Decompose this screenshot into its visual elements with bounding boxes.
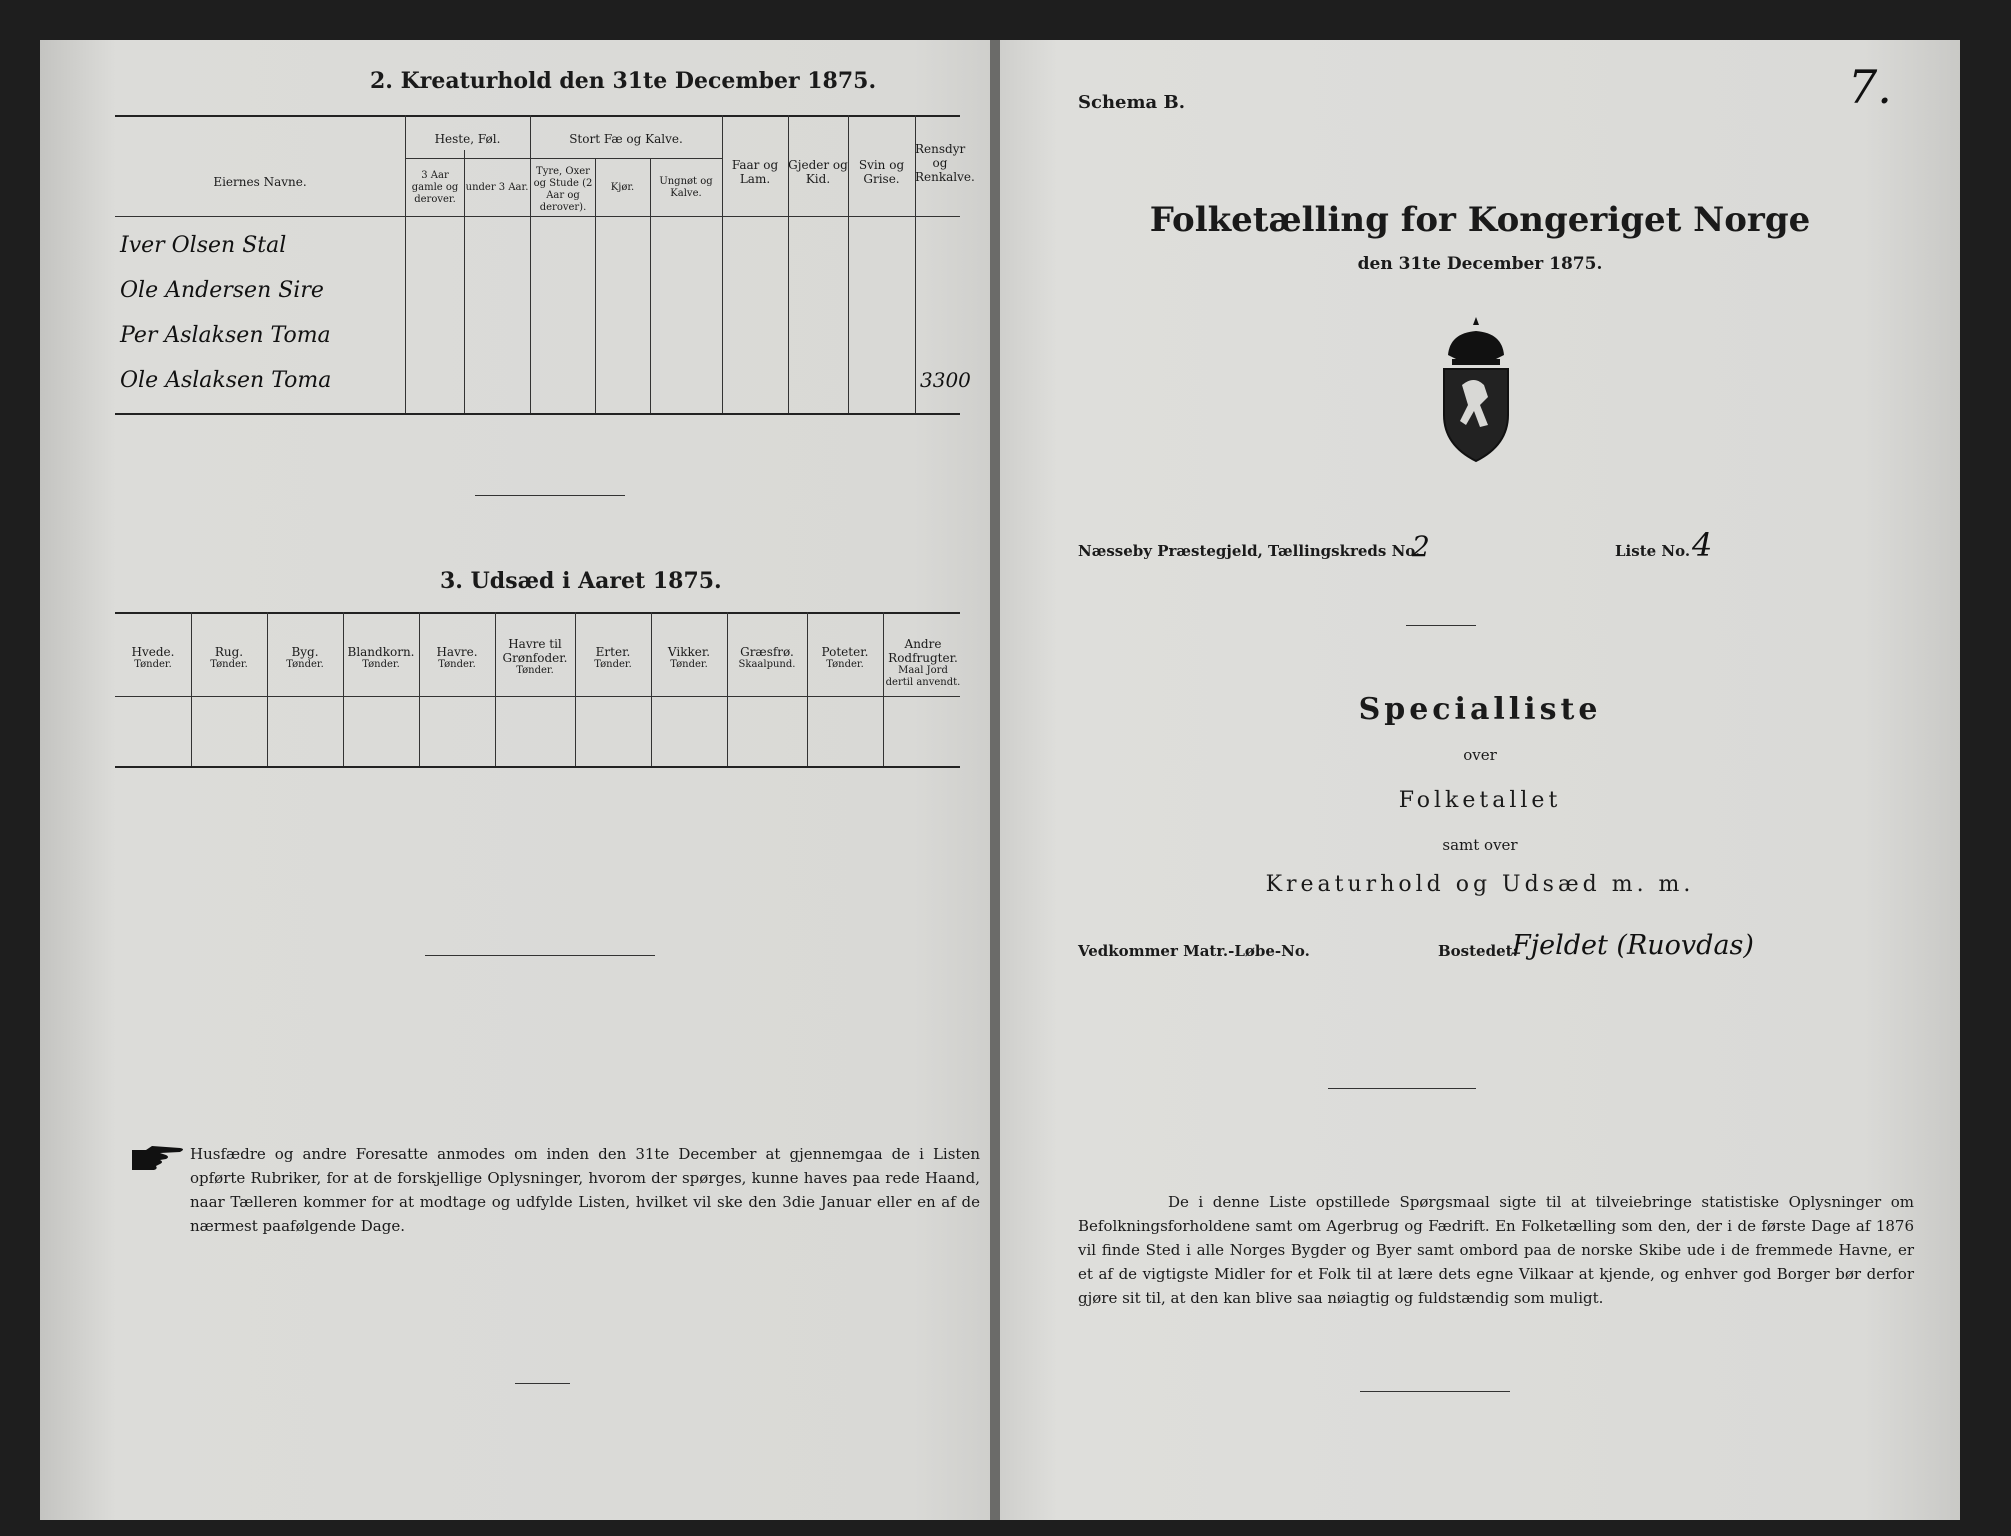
table3-col-line (727, 612, 728, 766)
udsaed-col: Vikker. Tønder. (667, 645, 711, 670)
over-label: over (1463, 746, 1497, 764)
header-stort: Stort Fæ og Kalve. (569, 132, 683, 146)
header-faar: Faar og Lam. (731, 158, 779, 186)
kreaturhold-label: Kreaturhold og Udsæd m. m. (1265, 872, 1695, 897)
divider (515, 1383, 570, 1384)
table3-col-line (267, 612, 268, 766)
divider (475, 495, 625, 496)
bosted-label: Bostedet: (1438, 942, 1519, 960)
table3-header-rule (115, 696, 960, 697)
table3-bottom-rule (115, 766, 960, 768)
coat-of-arms-icon (1430, 315, 1522, 465)
table2-header-rule (115, 216, 960, 217)
page-number: 7. (1848, 60, 1892, 114)
table2-top-rule (115, 115, 960, 117)
udsaed-col: Andre Rodfrugter. Maal Jord dertil anvendt. (885, 637, 961, 688)
samt-over-label: samt over (1442, 836, 1518, 854)
matr-label: Vedkommer Matr.-Løbe-No. (1078, 942, 1310, 960)
header-stort-b: Kjør. (610, 182, 635, 193)
divider (1360, 1391, 1510, 1392)
table2-col-line (530, 115, 531, 413)
table3-col-line (343, 612, 344, 766)
pointing-hand-icon (130, 1142, 188, 1176)
right-page (1000, 40, 1960, 1520)
header-svin: Svin og Grise. (858, 158, 905, 186)
table3-col-line (419, 612, 420, 766)
table3-col-line (495, 612, 496, 766)
owner-row-4: Ole Aslaksen Toma (120, 368, 332, 393)
left-page (40, 40, 990, 1520)
header-owner: Eiernes Navne. (213, 175, 307, 189)
census-paragraph: De i denne Liste opstillede Spørgsmaal sigte til at tilveiebringe statistiske Oplysninger om Befolkningsforholdene samt om Agerbrug og Fædrift. En Folketælling som den, der i de første Dage af 1876 vil finde Sted i alle Norges Bygder og Byer samt ombord paa de norske Skibe ude i de fremmede Havne, er et af de vigtigste Midler for et Folk til at lære dets egne Vilkaar at kjende, og enhver god Borger bør derfor gjøre sit til, at den kan blive saa nøiagtig og fuldstændig som muligt. (1078, 1193, 1914, 1307)
udsaed-col: Erter. Tønder. (594, 645, 632, 670)
owner-row-3: Per Aslaksen Toma (120, 323, 331, 348)
table3-col-line (883, 612, 884, 766)
notice-text: Husfædre og andre Foresatte anmodes om inden den 31te December at gjennemgaa de i Listen opførte Rubriker, for at de forskjellige Oplysninger, hvorom der spørges, kunne haves paa rede Haand, naar Tælleren kommer for at modtage og udfylde Listen, hvilket vil ske den 3die Januar eller en af de nærmest paafølgende Dage. (190, 1145, 980, 1235)
udsaed-col: Blandkorn. Tønder. (347, 645, 415, 670)
census-date: den 31te December 1875. (1357, 254, 1603, 274)
table2-col-line (595, 158, 596, 413)
specialliste-heading: Specialliste (1358, 692, 1602, 727)
header-stort-a: Tyre, Oxer og Stude (2 Aar og derover). (533, 166, 593, 213)
main-title: Folketælling for Kongeriget Norge (1149, 200, 1811, 240)
udsaed-col: Hvede. Tønder. (131, 645, 175, 670)
table3-col-line (651, 612, 652, 766)
liste-number: 4 (1692, 526, 1713, 564)
udsaed-col: Havre til Grønfoder. Tønder. (502, 637, 568, 676)
table3-col-line (807, 612, 808, 766)
table3-col-line (575, 612, 576, 766)
header-stort-c: Ungnøt og Kalve. (659, 176, 713, 199)
table3-top-rule (115, 612, 960, 614)
bosted-value: Fjeldet (Ruovdas) (1512, 930, 1754, 961)
table2-subheader-rule (405, 158, 722, 159)
header-heste: Heste, Føl. (434, 132, 501, 146)
header-heste-a: 3 Aar gamle og derover. (411, 170, 459, 205)
table2-col-line (722, 115, 723, 413)
section3-title: 3. Udsæd i Aaret 1875. (440, 568, 722, 594)
udsaed-col: Poteter. Tønder. (821, 645, 869, 670)
divider (1328, 1088, 1476, 1089)
table3-col-line (191, 612, 192, 766)
header-gjeder: Gjeder og Kid. (788, 158, 848, 186)
district-label: Næsseby Præstegjeld, Tællingskreds No. (1078, 542, 1421, 560)
table2-col-line (405, 115, 406, 413)
table2-bottom-rule (115, 413, 960, 415)
owner-row-2: Ole Andersen Sire (120, 278, 324, 303)
rensdyr-count: 3300 (920, 368, 971, 392)
udsaed-col: Havre. Tønder. (436, 645, 478, 670)
schema-label: Schema B. (1078, 92, 1185, 113)
udsaed-col: Græsfrø. Skaalpund. (738, 645, 796, 670)
section2-title: 2. Kreaturhold den 31te December 1875. (370, 68, 877, 94)
udsaed-col: Rug. Tønder. (210, 645, 248, 670)
book-spine (990, 40, 1000, 1520)
divider (425, 955, 655, 956)
folketallet-label: Folketallet (1398, 788, 1562, 813)
divider (1406, 625, 1476, 626)
owner-row-1: Iver Olsen Stal (120, 233, 287, 258)
liste-label: Liste No. (1615, 542, 1691, 560)
header-rensdyr: Rensdyr og Renkalve. (915, 142, 975, 184)
header-heste-b: under 3 Aar. (465, 182, 529, 193)
district-number: 2 (1412, 530, 1430, 563)
udsaed-col: Byg. Tønder. (286, 645, 324, 670)
